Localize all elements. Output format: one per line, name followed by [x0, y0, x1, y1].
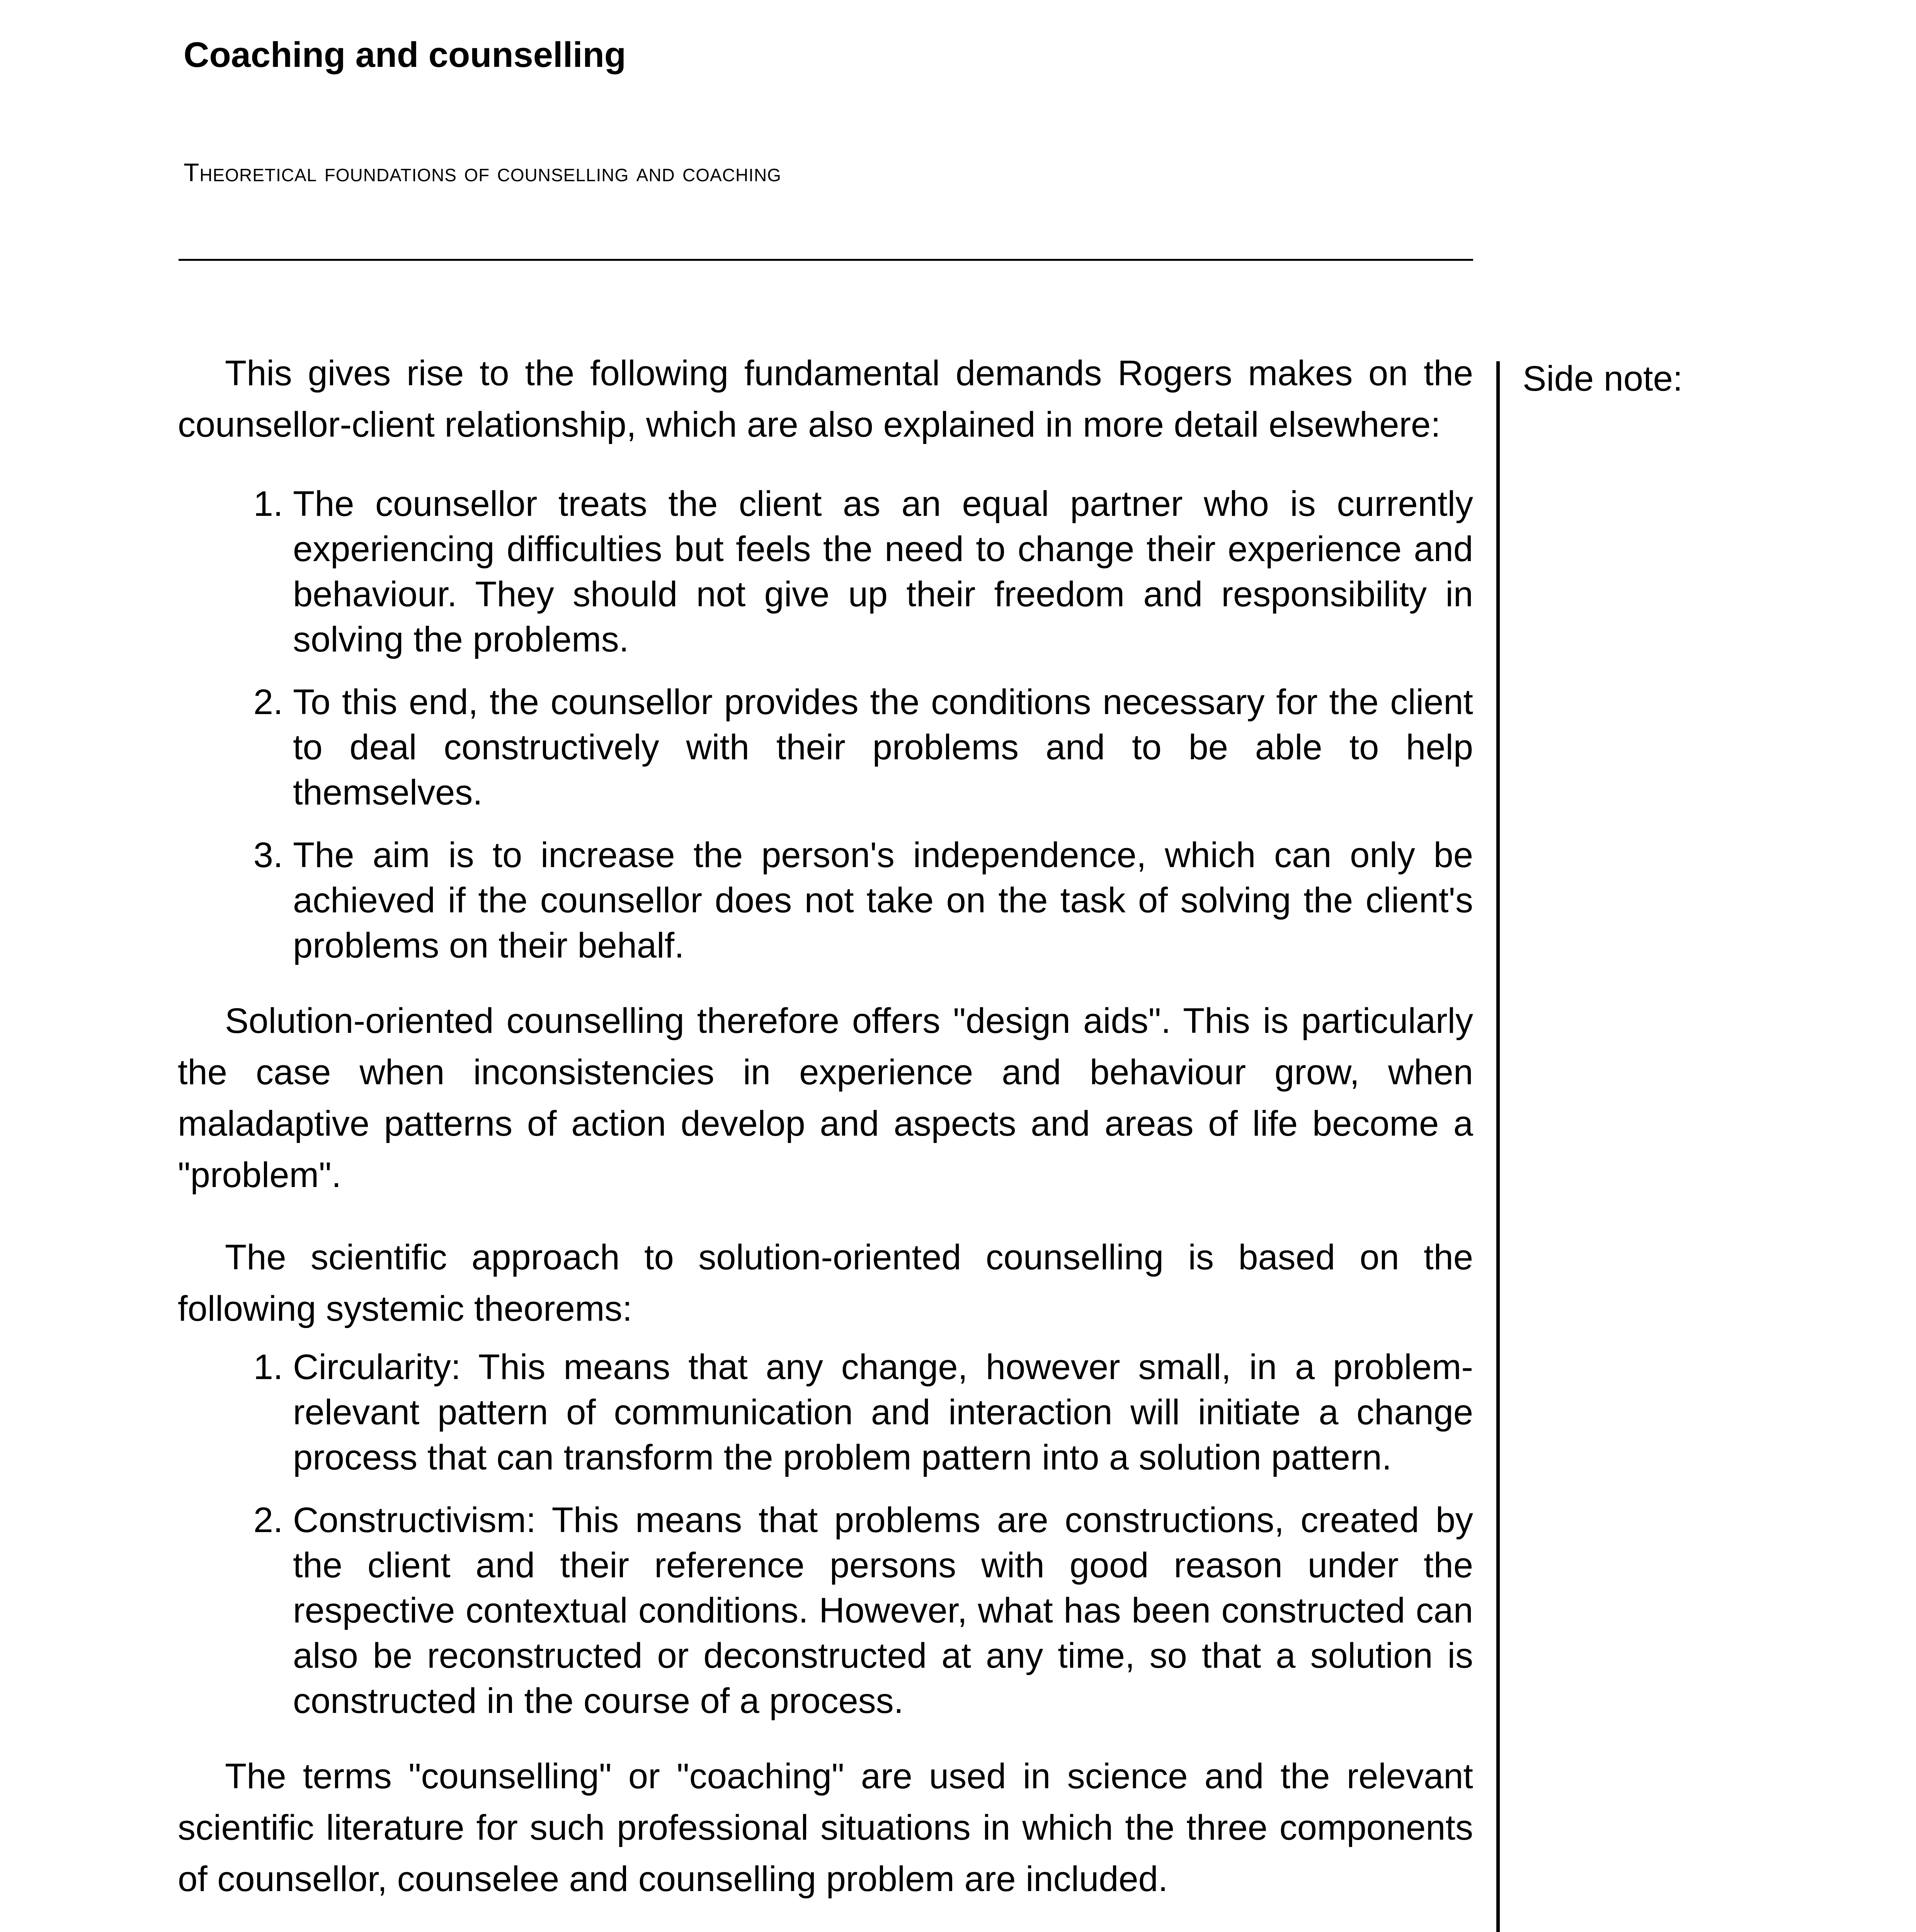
chapter-title: Theoretical foundations of counselling and coaching [184, 158, 781, 187]
numbered-list [178, 1345, 1473, 1724]
list-item: 1. The counsellor treats the client as an equal partner who is currently experiencing difficulties but feels the need to change their experience and behaviour. They should not give up their freedom and responsibility in solving the problems. [293, 481, 1473, 662]
book-title: Coaching and counselling [184, 35, 626, 75]
paragraph: This gives rise to the following fundamental demands Rogers makes on the counsellor-client relationship, which are also explained in more detail elsewhere: [178, 354, 1473, 444]
paragraph: The terms "counselling" or "coaching" are used in science and the relevant scientific literature for such professional situations in which the three components of counsellor, counselee and counselling problem are included. [178, 1757, 1473, 1899]
side-note-label: Side note: [1523, 359, 1683, 398]
paragraph: The scientific approach to solution-oriented counselling is based on the following systemic theorems: [178, 1238, 1473, 1328]
list-item: 1. Circularity: This means that any change, however small, in a problem-relevant pattern of communication and interaction will initiate a change process that can transform the problem pattern into a solution pattern. [293, 1345, 1473, 1480]
margin-divider [1496, 361, 1500, 1932]
header-divider [179, 259, 1473, 261]
list-item: 2. Constructivism: This means that problems are constructions, created by the client and their reference persons with good reason under the respective contextual conditions. However, what has been constructed can also be reconstructed or deconstructed at any time, so that a solution is constructed in the course of a process. [293, 1498, 1473, 1724]
numbered-list [178, 481, 1473, 968]
list-item: 2. To this end, the counsellor provides the conditions necessary for the client to deal constructively with their problems and to be able to help themselves. [293, 680, 1473, 815]
paragraph: Solution-oriented counselling therefore offers "design aids". This is particularly the case when inconsistencies in experience and behaviour grow, when maladaptive patterns of action develop and aspects and areas of life become a "problem". [178, 1001, 1473, 1195]
list-item: 3. The aim is to increase the person's independence, which can only be achieved if the counsellor does not take on the task of solving the client's problems on their behalf. [293, 833, 1473, 968]
main-text [178, 348, 1473, 1932]
